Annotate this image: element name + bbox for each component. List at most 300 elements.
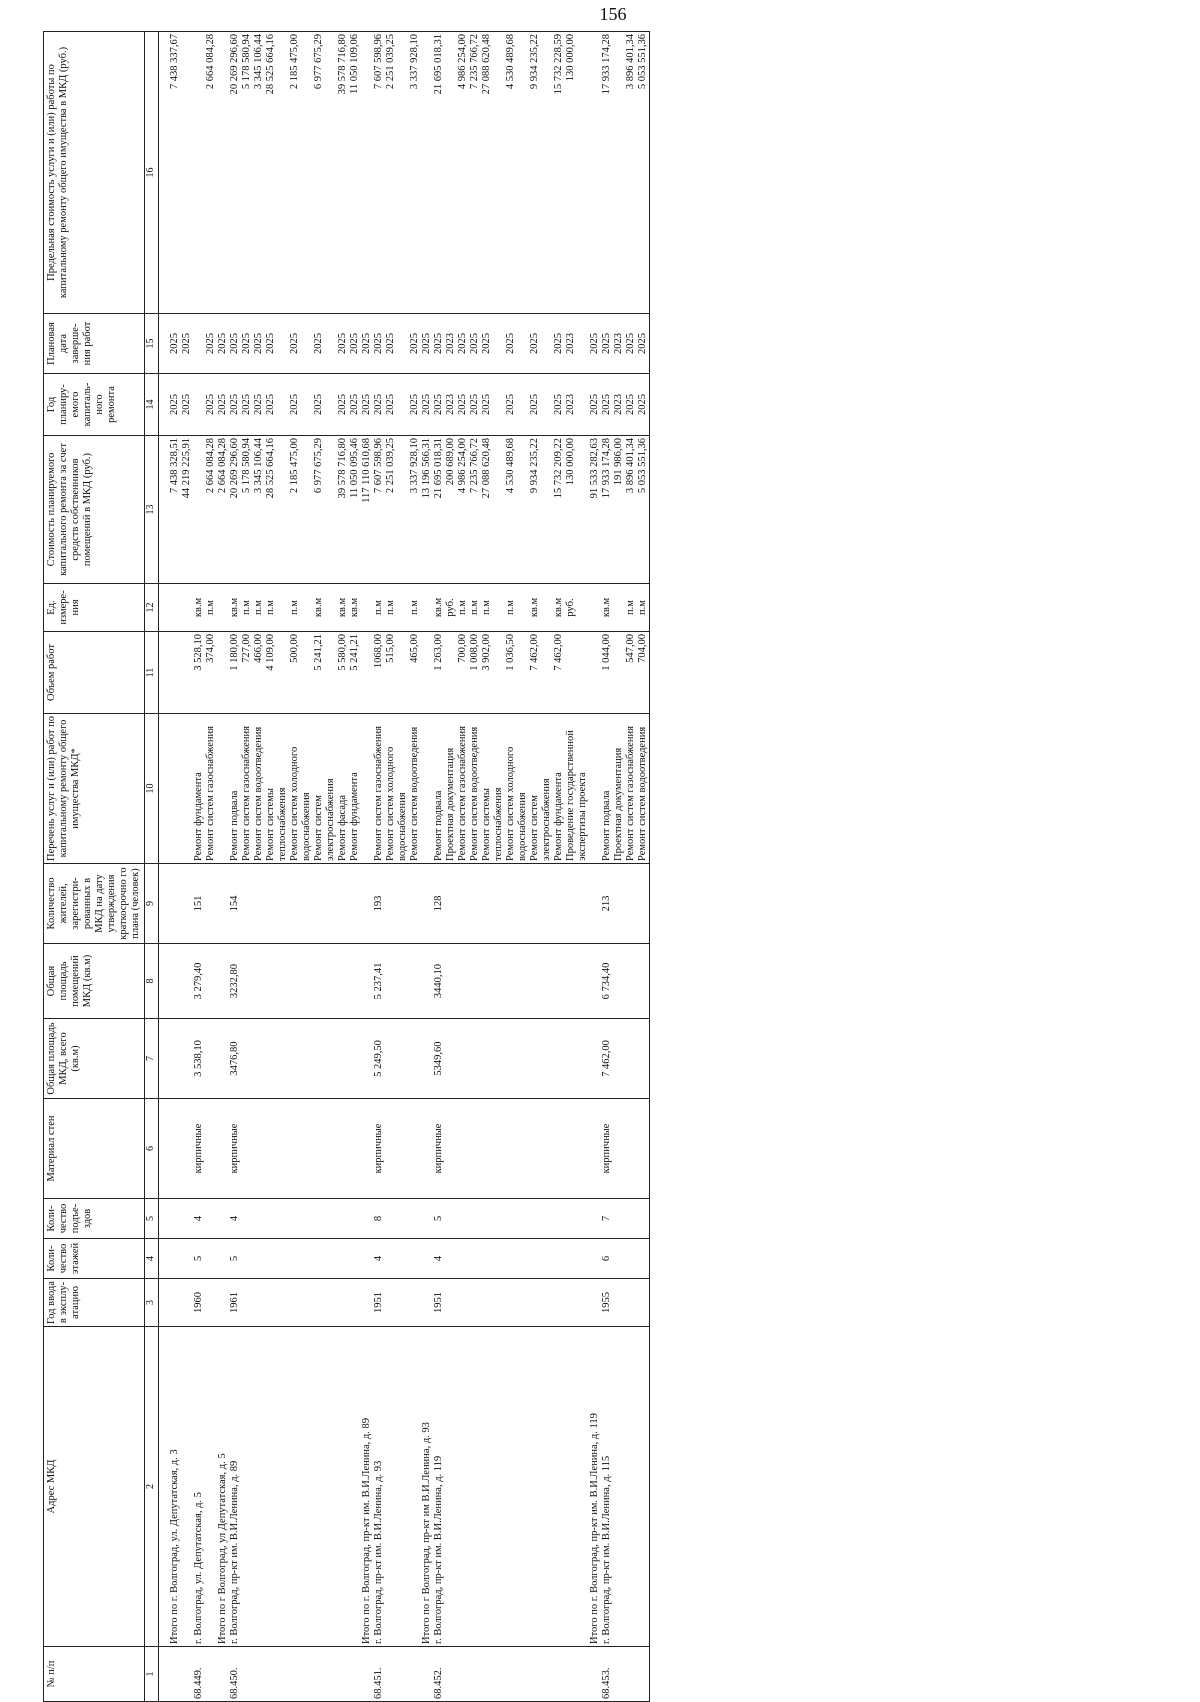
- table-cell: 3440,10: [433, 944, 445, 1019]
- work-row: [565, 32, 589, 1702]
- table-cell: [337, 1279, 349, 1327]
- table-cell: [565, 1019, 589, 1099]
- table-cell: [565, 1647, 589, 1702]
- column-number: 5: [145, 1199, 159, 1239]
- table-cell: 2 664 084,28: [205, 32, 217, 314]
- column-number: 13: [145, 436, 159, 584]
- table-cell: [613, 1099, 625, 1199]
- table-cell: [445, 1279, 457, 1327]
- table-cell: п.м: [469, 584, 481, 632]
- header-cell: Плановая дата заверше-ния работ: [44, 314, 145, 374]
- table-cell: [193, 314, 205, 374]
- table-cell: кирпичные: [193, 1099, 205, 1199]
- table-cell: п.м: [253, 584, 265, 632]
- work-name: Ремонт систем газоснабжения: [625, 714, 637, 864]
- table-cell: [421, 1239, 433, 1279]
- table-cell: 2025: [625, 314, 637, 374]
- table-cell: 515,00: [385, 632, 409, 714]
- table-cell: 15 732 209,22: [553, 436, 565, 584]
- table-cell: [265, 864, 289, 944]
- work-name: Ремонт систем газоснабжения: [457, 714, 469, 864]
- table-cell: 2025: [505, 374, 529, 436]
- table-cell: 8: [373, 1199, 385, 1239]
- table-cell: [265, 1647, 289, 1702]
- table-cell: 2025: [361, 314, 373, 374]
- page-number: 156: [599, 4, 627, 24]
- table-cell: 4: [433, 1239, 445, 1279]
- table-cell: [289, 1239, 313, 1279]
- table-cell: 7 235 766,72: [469, 436, 481, 584]
- house-address: г. Волгоград, ул. Депутатская, д. 5: [193, 1327, 205, 1647]
- table-cell: [481, 944, 505, 1019]
- table-cell: 1 008,00: [469, 632, 481, 714]
- table-cell: [205, 1239, 217, 1279]
- column-number-row: [145, 32, 159, 1702]
- table-cell: 3 896 401,34: [625, 32, 637, 314]
- work-row: [529, 32, 553, 1702]
- header-cell: Перечень услуг и (или) работ по капитальному ремонту общего имущества МКД*: [44, 714, 145, 864]
- table-cell: [613, 1279, 625, 1327]
- table-cell: [361, 944, 373, 1019]
- table-cell: 1 044,00: [601, 632, 613, 714]
- table-cell: [253, 864, 265, 944]
- work-name: Ремонт фасада: [337, 714, 349, 864]
- work-row: [265, 32, 289, 1702]
- house-row: [373, 32, 385, 1702]
- table-cell: 3 538,10: [193, 1019, 205, 1099]
- table-cell: [421, 584, 433, 632]
- header-cell: № п/п: [44, 1647, 145, 1702]
- table-cell: [385, 1647, 409, 1702]
- table-cell: [481, 1647, 505, 1702]
- table-cell: [565, 1199, 589, 1239]
- table-cell: 28 525 664,16: [265, 436, 289, 584]
- table-cell: [169, 632, 193, 714]
- work-name: Ремонт систем электроснабжения: [313, 714, 337, 864]
- table-cell: [625, 1099, 637, 1199]
- table-cell: [361, 1199, 373, 1239]
- table-cell: [445, 1239, 457, 1279]
- table-cell: 2025: [253, 374, 265, 436]
- table-cell: [553, 1019, 565, 1099]
- table-cell: [349, 1239, 361, 1279]
- table-cell: [253, 1647, 265, 1702]
- table-cell: [625, 1199, 637, 1239]
- table-cell: 11 050 095,46: [349, 436, 361, 584]
- table-cell: 1951: [373, 1279, 385, 1327]
- work-row: [553, 32, 565, 1702]
- table-cell: [361, 632, 373, 714]
- table-cell: [337, 944, 349, 1019]
- house-number: 68.453.: [601, 1647, 613, 1702]
- table-cell: кв.м: [433, 584, 445, 632]
- table-cell: [637, 1019, 650, 1099]
- table-cell: [505, 1099, 529, 1199]
- table-cell: [385, 1099, 409, 1199]
- table-cell: [349, 1019, 361, 1099]
- table-cell: 1961: [229, 1279, 241, 1327]
- table-cell: [445, 32, 457, 314]
- table-cell: [253, 1239, 265, 1279]
- table-cell: [529, 1327, 553, 1647]
- table-cell: 11 050 109,06: [349, 32, 361, 314]
- work-name: Ремонт фундамента: [193, 714, 205, 864]
- table-cell: [193, 32, 205, 314]
- table-cell: [637, 1099, 650, 1199]
- table-cell: [457, 1279, 469, 1327]
- work-row: [445, 32, 457, 1702]
- table-cell: руб.: [445, 584, 457, 632]
- table-cell: [313, 864, 337, 944]
- work-row: [409, 32, 421, 1702]
- table-cell: [217, 1647, 229, 1702]
- table-cell: 4: [373, 1239, 385, 1279]
- table-cell: кв.м: [193, 584, 205, 632]
- table-cell: 2025: [433, 374, 445, 436]
- table-cell: [529, 944, 553, 1019]
- table-cell: 7 235 766,72: [469, 32, 481, 314]
- work-name: Ремонт подвала: [229, 714, 241, 864]
- house-row: [229, 32, 241, 1702]
- table-cell: 3476,80: [229, 1019, 241, 1099]
- work-name: Ремонт систем газоснабжения: [205, 714, 217, 864]
- work-row: [457, 32, 469, 1702]
- table-cell: 2025: [205, 374, 217, 436]
- table-cell: [361, 864, 373, 944]
- table-cell: 465,00: [409, 632, 421, 714]
- table-cell: 3 279,40: [193, 944, 205, 1019]
- table-cell: [169, 1279, 193, 1327]
- table-cell: [469, 944, 481, 1019]
- table-cell: [349, 944, 361, 1019]
- table-cell: 2023: [613, 314, 625, 374]
- table-cell: 1 263,00: [433, 632, 445, 714]
- table-cell: 9 934 235,22: [529, 436, 553, 584]
- header-cell: Год ввода в эксплу-атацию: [44, 1279, 145, 1327]
- column-number: 9: [145, 864, 159, 944]
- table-cell: [169, 1199, 193, 1239]
- table-cell: 2025: [589, 314, 601, 374]
- table-cell: [625, 1239, 637, 1279]
- table-cell: [217, 944, 229, 1019]
- table-cell: [589, 32, 601, 314]
- table-cell: 2025: [217, 374, 229, 436]
- table-cell: 374,00: [205, 632, 217, 714]
- table-cell: [385, 944, 409, 1019]
- table-cell: 2025: [313, 314, 337, 374]
- table-header: [44, 32, 159, 1702]
- table-cell: 2025: [457, 314, 469, 374]
- table-cell: п.м: [289, 584, 313, 632]
- table-cell: [589, 714, 601, 864]
- table-cell: [565, 1279, 589, 1327]
- table-cell: [457, 1327, 469, 1647]
- work-name: Проектная документация: [445, 714, 457, 864]
- table-cell: 3 337 928,10: [409, 436, 421, 584]
- table-cell: 2025: [421, 374, 433, 436]
- table-cell: [361, 1099, 373, 1199]
- table-cell: [445, 1647, 457, 1702]
- table-cell: [265, 1239, 289, 1279]
- table-cell: [169, 1647, 193, 1702]
- table-cell: [169, 1099, 193, 1199]
- table-cell: [313, 1019, 337, 1099]
- spacer-row: [159, 32, 170, 1702]
- table-cell: 2025: [469, 374, 481, 436]
- table-cell: [421, 1279, 433, 1327]
- table-cell: 3 528,10: [193, 632, 205, 714]
- table-cell: [625, 1019, 637, 1099]
- work-name: Ремонт систем газоснабжения: [241, 714, 253, 864]
- table-cell: [217, 1199, 229, 1239]
- table-cell: 7 438 337,67: [169, 32, 193, 314]
- table-cell: кв.м: [337, 584, 349, 632]
- table-cell: [637, 944, 650, 1019]
- table-cell: [589, 584, 601, 632]
- table-cell: [613, 1199, 625, 1239]
- table-cell: 2025: [289, 374, 313, 436]
- table-cell: 27 088 620,48: [481, 32, 505, 314]
- table-cell: [565, 1327, 589, 1647]
- table-cell: [625, 1327, 637, 1647]
- table-cell: п.м: [385, 584, 409, 632]
- table-cell: 2025: [457, 374, 469, 436]
- table-cell: 2025: [385, 374, 409, 436]
- work-name: Ремонт систем водоотведения: [469, 714, 481, 864]
- table-cell: 6: [601, 1239, 613, 1279]
- table-cell: [361, 714, 373, 864]
- table-cell: [481, 1239, 505, 1279]
- table-cell: [469, 864, 481, 944]
- table-cell: [217, 864, 229, 944]
- table-cell: [613, 944, 625, 1019]
- table-cell: 21 695 018,31: [433, 32, 445, 314]
- table-cell: [205, 1199, 217, 1239]
- table-cell: [613, 32, 625, 314]
- table-cell: 130 000,00: [565, 436, 589, 584]
- table-cell: [361, 1019, 373, 1099]
- table-cell: [613, 1327, 625, 1647]
- table-cell: [589, 1019, 601, 1099]
- table-cell: [553, 1279, 565, 1327]
- table-cell: [637, 1199, 650, 1239]
- table-cell: [217, 1279, 229, 1327]
- table-cell: п.м: [457, 584, 469, 632]
- column-number: 6: [145, 1099, 159, 1199]
- table-cell: [505, 1647, 529, 1702]
- table-cell: 5 237,41: [373, 944, 385, 1019]
- table-cell: [241, 1199, 253, 1239]
- table-cell: [457, 864, 469, 944]
- table-cell: [409, 1099, 421, 1199]
- table-cell: 704,00: [637, 632, 650, 714]
- table-cell: [313, 1099, 337, 1199]
- table-cell: [169, 1239, 193, 1279]
- table-cell: 2 664 084,28: [217, 436, 229, 584]
- table-cell: [469, 1019, 481, 1099]
- table-cell: [589, 1239, 601, 1279]
- table-cell: [445, 632, 457, 714]
- table-cell: [421, 1199, 433, 1239]
- table-cell: 2025: [265, 374, 289, 436]
- table-cell: [313, 1647, 337, 1702]
- table-cell: [637, 1327, 650, 1647]
- table-cell: [349, 1199, 361, 1239]
- work-name: Ремонт систем водоотведения: [253, 714, 265, 864]
- table-cell: [361, 1279, 373, 1327]
- table-cell: руб.: [565, 584, 589, 632]
- table-cell: 4: [193, 1199, 205, 1239]
- table-cell: 117 110 610,68: [361, 436, 373, 584]
- column-number: 16: [145, 32, 159, 314]
- table-cell: [481, 1019, 505, 1099]
- work-name: Ремонт фундамента: [553, 714, 565, 864]
- table-cell: 2025: [637, 374, 650, 436]
- table-cell: 5: [229, 1239, 241, 1279]
- work-name: Ремонт системы теплоснабжения: [265, 714, 289, 864]
- work-row: [481, 32, 505, 1702]
- table-cell: [337, 864, 349, 944]
- table-cell: [613, 1239, 625, 1279]
- table-cell: 213: [601, 864, 613, 944]
- table-cell: [421, 1019, 433, 1099]
- table-cell: 4 530 489,68: [505, 436, 529, 584]
- table-cell: [337, 1019, 349, 1099]
- table-cell: [241, 1647, 253, 1702]
- table-cell: 2025: [637, 314, 650, 374]
- table-cell: 2025: [385, 314, 409, 374]
- table-cell: 2023: [445, 374, 457, 436]
- table-cell: кв.м: [529, 584, 553, 632]
- table-cell: [553, 944, 565, 1019]
- table-cell: [217, 1099, 229, 1199]
- table-cell: [385, 1199, 409, 1239]
- table-cell: 6 734,40: [601, 944, 613, 1019]
- table-cell: [637, 864, 650, 944]
- table-cell: [313, 1239, 337, 1279]
- table-cell: [265, 1019, 289, 1099]
- table-cell: 7 438 328,51 44 219 225,91: [169, 436, 193, 584]
- table-cell: [205, 1279, 217, 1327]
- table-cell: 3 902,00: [481, 632, 505, 714]
- table-cell: 2025: [409, 374, 421, 436]
- total-label: Итого по г. Волгоград, пр-кт им. В.И.Ленина, д. 89: [361, 1327, 373, 1647]
- table-cell: 9 934 235,22: [529, 32, 553, 314]
- column-number: 11: [145, 632, 159, 714]
- table-cell: 7: [601, 1199, 613, 1239]
- table-cell: 5 053 551,36: [637, 436, 650, 584]
- table-cell: 6 977 675,29: [313, 436, 337, 584]
- table-cell: 2025: [205, 314, 217, 374]
- table-cell: п.м: [637, 584, 650, 632]
- table-cell: 3 896 401,34: [625, 436, 637, 584]
- table-cell: п.м: [265, 584, 289, 632]
- table-cell: [349, 1327, 361, 1647]
- table-cell: 5 249,50: [373, 1019, 385, 1099]
- table-cell: [553, 1099, 565, 1199]
- table-cell: [289, 1279, 313, 1327]
- table-cell: [217, 1239, 229, 1279]
- table-cell: 2025 2025: [169, 374, 193, 436]
- table-cell: 2025: [337, 374, 349, 436]
- table-cell: 2025: [433, 314, 445, 374]
- table-cell: [361, 1239, 373, 1279]
- table-cell: [529, 1647, 553, 1702]
- table-cell: [265, 1199, 289, 1239]
- table-cell: [637, 1279, 650, 1327]
- table-cell: [385, 1327, 409, 1647]
- table-cell: [253, 1199, 265, 1239]
- table-cell: [289, 944, 313, 1019]
- table-cell: [205, 1647, 217, 1702]
- header-row: [44, 32, 145, 1702]
- table-cell: [565, 864, 589, 944]
- table-cell: [289, 1199, 313, 1239]
- table-cell: 4 530 489,68: [505, 32, 529, 314]
- table-cell: 5: [433, 1199, 445, 1239]
- table-cell: 2025: [313, 374, 337, 436]
- table-cell: 2 251 039,25: [385, 32, 409, 314]
- table-cell: [241, 1019, 253, 1099]
- work-name: Ремонт систем водоотведения: [409, 714, 421, 864]
- table-cell: 2025: [481, 374, 505, 436]
- table-cell: [637, 1239, 650, 1279]
- table-cell: [445, 1199, 457, 1239]
- table-cell: 2025: [349, 314, 361, 374]
- work-name: Ремонт системы теплоснабжения: [481, 714, 505, 864]
- work-name: Ремонт систем водоотведения: [637, 714, 650, 864]
- header-cell: Общая площадь помещений МКД (кв.м): [44, 944, 145, 1019]
- table-cell: [565, 632, 589, 714]
- table-cell: 2025: [505, 314, 529, 374]
- table-cell: [589, 632, 601, 714]
- work-row: [637, 32, 650, 1702]
- table-cell: [445, 1099, 457, 1199]
- work-name: Ремонт фундамента: [349, 714, 361, 864]
- table-cell: [265, 1327, 289, 1647]
- table-cell: 5 241,21: [349, 632, 361, 714]
- table-cell: 21 695 018,31: [433, 436, 445, 584]
- table-cell: [445, 944, 457, 1019]
- table-cell: 466,00: [253, 632, 265, 714]
- house-address: г. Волгоград, пр-кт им. В.И.Ленина, д. 93: [373, 1327, 385, 1647]
- table-cell: 7 462,00: [529, 632, 553, 714]
- table-cell: [505, 1279, 529, 1327]
- work-row: [289, 32, 313, 1702]
- table-cell: [241, 1279, 253, 1327]
- table-cell: кв.м: [313, 584, 337, 632]
- table-cell: 27 088 620,48: [481, 436, 505, 584]
- table-cell: [457, 1647, 469, 1702]
- column-number: 7: [145, 1019, 159, 1099]
- table-cell: [241, 944, 253, 1019]
- table-cell: [349, 1647, 361, 1702]
- table-cell: [589, 1099, 601, 1199]
- table-cell: 4 109,00: [265, 632, 289, 714]
- table-cell: [337, 1199, 349, 1239]
- table-cell: 5 580,00: [337, 632, 349, 714]
- table-cell: 3 337 928,10: [409, 32, 421, 314]
- table-cell: 2 251 039,25: [385, 436, 409, 584]
- table-cell: 2025: [229, 374, 241, 436]
- header-cell: Стоимость планируемого капитального ремонта за счет средств собственников помещений в МКД (руб.): [44, 436, 145, 584]
- table-cell: 28 525 664,16: [265, 32, 289, 314]
- table-cell: 7 607 598,96: [373, 32, 385, 314]
- total-row: [217, 32, 229, 1702]
- table-cell: [613, 584, 625, 632]
- table-cell: 5 241,21: [313, 632, 337, 714]
- table-cell: [169, 584, 193, 632]
